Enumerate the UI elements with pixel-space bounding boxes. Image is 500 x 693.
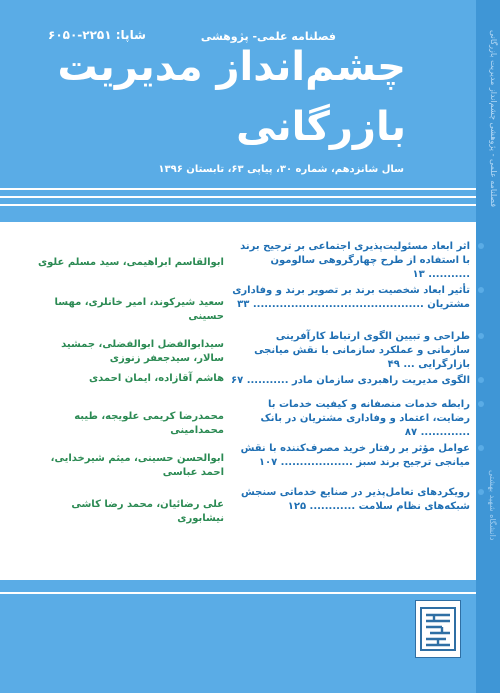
- article-title[interactable]: طراحی و تبیین الگوی ارتباط کارآفرینی سازمانی و عملکرد سازمانی با نقش میانجی بازارگرایی ... ۴۹: [254, 331, 470, 370]
- bullet-icon: [478, 333, 484, 339]
- bullet-icon: [478, 287, 484, 293]
- issue-info: سال شانزدهم، شماره ۳۰، پیاپی ۶۳، تابستان ۱۳۹۶: [158, 164, 404, 175]
- divider-line: [0, 204, 476, 206]
- article-authors: سیدابوالفضل ابوالفضلی، جمشید سالار، سیدجعفر زنوزی: [61, 339, 224, 364]
- cover-header: [0, 0, 476, 195]
- article-title[interactable]: تأثیر ابعاد شخصیت برند بر تصویر برند و وفاداری مشتریان ............................................. ۳۳: [232, 285, 470, 310]
- journal-title-line2: بازرگانی: [236, 104, 406, 150]
- article-title[interactable]: رابطه خدمات منصفانه و کیفیت خدمات با رضایت، اعتماد و وفاداری مشتریان در بانک ............. ۸۷: [260, 399, 470, 438]
- journal-title-line1: چشم‌انداز مدیریت: [57, 44, 406, 90]
- journal-type: فصلنامه علمی- پژوهشی: [200, 30, 336, 43]
- bullet-icon: [478, 377, 484, 383]
- divider-line: [0, 188, 476, 190]
- spine-text: فصلنامه علمی - پژوهشی چشم‌انداز مدیریت بازرگانی: [489, 30, 498, 208]
- divider-line: [0, 592, 476, 594]
- article-authors: سعید شیرکوند، امیر خانلری، مهسا حسینی: [54, 297, 224, 322]
- issn: شاپا: ۲۲۵۱-۶۰۵۰: [48, 28, 146, 42]
- article-authors: هاشم آقازاده، ایمان احمدی: [88, 373, 224, 384]
- bullet-icon: [478, 445, 484, 451]
- article-title[interactable]: اثر ابعاد مسئولیت‌پذیری اجتماعی بر ترجیح برند با استفاده از طرح چهارگروهی سالومون ........... ۱۳: [240, 241, 470, 280]
- article-authors: ابوالقاسم ابراهیمی، سید مسلم علوی: [38, 257, 224, 268]
- bullet-icon: [478, 243, 484, 249]
- divider-line: [0, 196, 476, 198]
- article-authors: علی رضائیان، محمد رضا کاشی نیشابوری: [71, 499, 224, 524]
- article-authors: ابوالحسن حسینی، میثم شیرخدایی، احمد عباسی: [50, 453, 224, 478]
- article-title[interactable]: عوامل مؤثر بر رفتار خرید مصرف‌کننده با نقش میانجی ترجیح برند سبز ................... ۱۰۷: [240, 443, 470, 468]
- bullet-icon: [478, 489, 484, 495]
- article-authors: محمدرضا کریمی علویجه، طیبه محمدامینی: [74, 411, 224, 436]
- spine-text-2: دانشگاه شهید بهشتی: [488, 470, 497, 541]
- university-logo-icon: [415, 600, 461, 658]
- article-title[interactable]: رویکردهای تعامل‌پذیر در صنایع خدماتی سنجش شبکه‌های نظام سلامت ............ ۱۲۵: [241, 487, 470, 512]
- article-title[interactable]: الگوی مدیریت راهبردی سازمان مادر ........... ۶۷: [231, 375, 470, 386]
- bullet-icon: [478, 401, 484, 407]
